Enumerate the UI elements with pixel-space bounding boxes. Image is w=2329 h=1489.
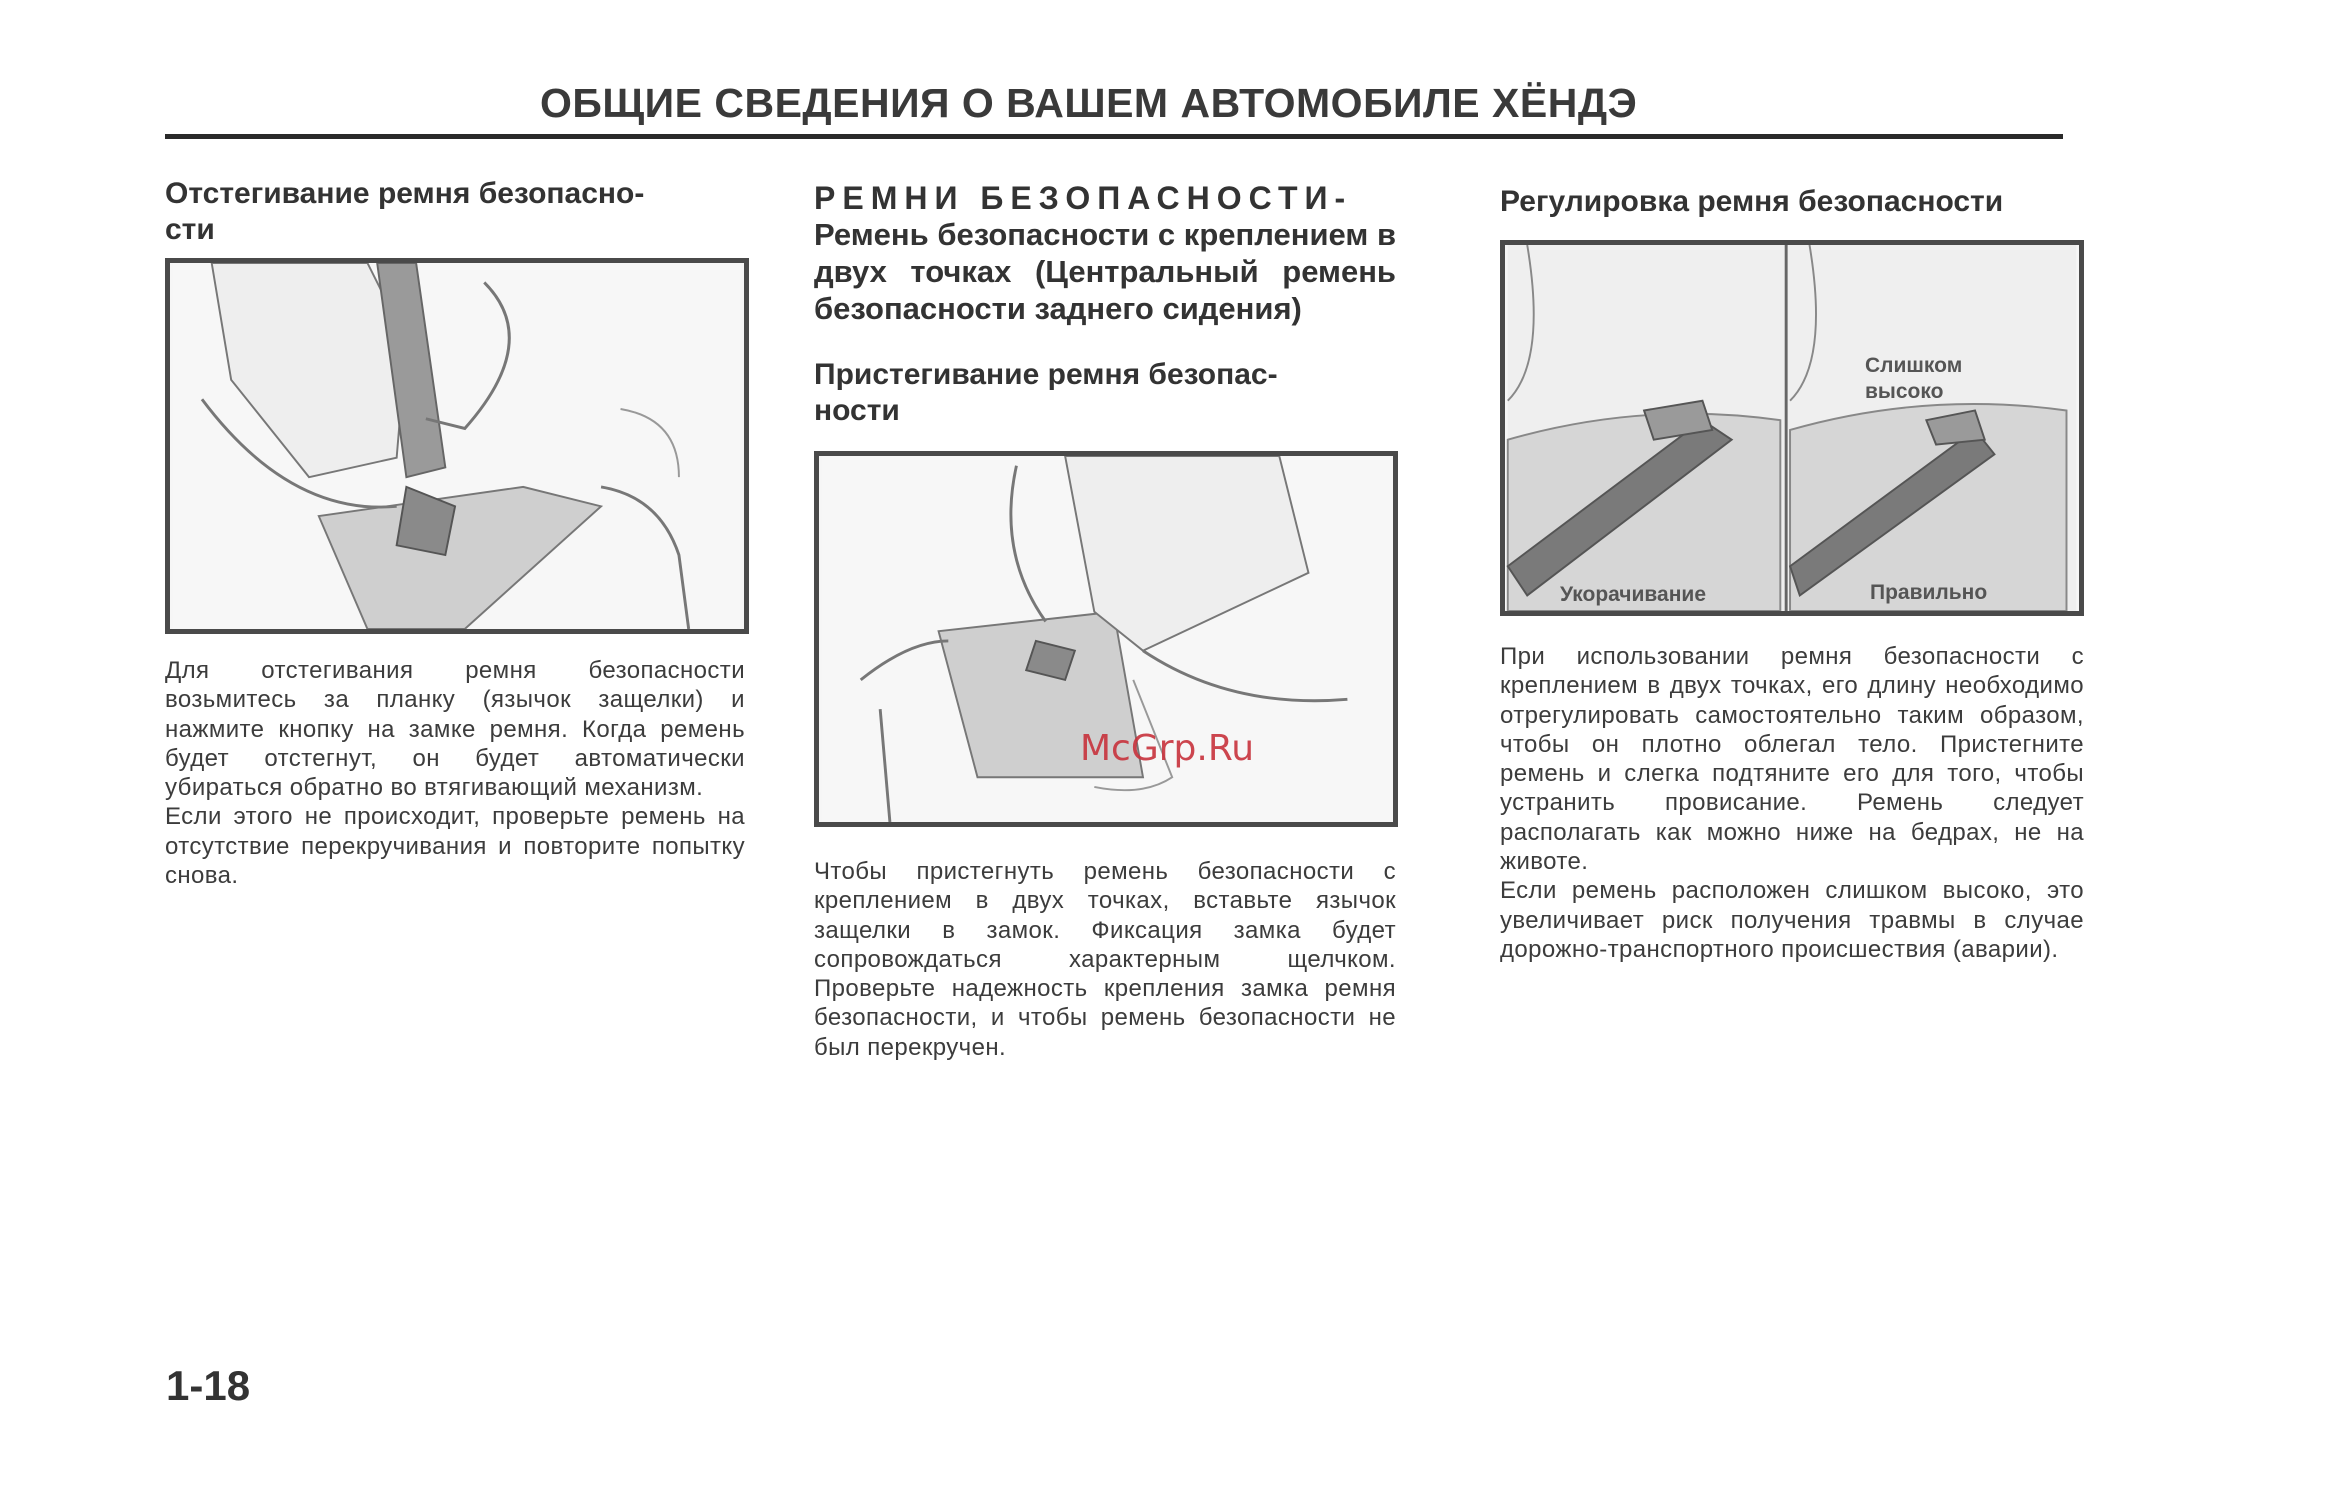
unfasten-heading — [165, 176, 745, 248]
page-number: 1-18 — [166, 1362, 251, 1409]
fasten-heading-line2: ности — [814, 394, 900, 427]
adjust-heading: Регулировка ремня безопасности — [1500, 185, 2004, 218]
unfasten-heading-line2: сти — [165, 213, 215, 246]
label-too-high — [1865, 353, 1962, 405]
left-column — [165, 176, 745, 890]
page-header-title: ОБЩИЕ СВЕДЕНИЯ О ВАШЕМ АВТОМОБИЛЕ ХЁНДЭ — [540, 80, 1638, 126]
unfasten-paragraph-2: Если этого не происходит, проверьте ремень на отсутствие перекручивания и повторите попытку снова. — [165, 803, 745, 890]
label-correct: Правильно — [1870, 581, 1988, 604]
unfasten-paragraph-1: Для отстегивания ремня безопасности возьмитесь за планку (язычок защелки) и нажмите кнопку на замке ремня. Когда ремень будет отстегнут, он будет автоматически убираться обратно во втягивающий механизм. — [165, 657, 745, 802]
unfasten-heading-line1: Отстегивание ремня безопасно- — [165, 177, 645, 210]
section-subtitle: Ремень безопасности с креплением в двух точках (Центральный ремень безопасности заднего сидения) — [814, 217, 1396, 326]
adjust-paragraph-1: При использовании ремня безопасности с креплением в двух точках, его длину необходимо отрегулировать самостоятельно таким образом, чтобы он плотно облегал тело. Пристегните ремень и слегка подтяните его для того, чтобы устранить провисание. Ремень следует располагать как можно ниже на бедрах, не на животе. — [1500, 643, 2084, 876]
unfasten-drawing — [170, 263, 744, 629]
middle-column — [814, 180, 1396, 1062]
adjust-paragraph-2: Если ремень расположен слишком высоко, это увеличивает риск получения травмы в случае дорожно-транспортного происшествия (аварии). — [1500, 877, 2084, 963]
section-title: РЕМНИ БЕЗОПАСНОСТИ- — [814, 180, 1353, 216]
fasten-heading — [814, 357, 1396, 429]
fasten-heading-line1: Пристегивание ремня безопас- — [814, 358, 1278, 391]
fasten-paragraph: Чтобы пристегнуть ремень безопасности с креплением в двух точках, вставьте язычок защелки в замок. Фиксация замка будет сопровождаться характерным щелчком. Проверьте надежность крепления замка ремня безопасности, и чтобы ремень безопасности не был перекручен. — [814, 858, 1396, 1061]
adjust-illustration — [1500, 240, 2084, 616]
unfasten-illustration — [165, 258, 749, 634]
label-shortening: Укорачивание — [1560, 583, 1706, 606]
right-column — [1500, 184, 2084, 964]
label-too-high-line1: Слишком — [1865, 354, 1963, 377]
watermark-text: McGrp.Ru — [1080, 728, 1255, 769]
adjust-drawing — [1505, 245, 2079, 611]
header-divider — [165, 134, 2063, 139]
fasten-illustration — [814, 451, 1398, 827]
label-too-high-line2: высоко — [1865, 380, 1944, 403]
